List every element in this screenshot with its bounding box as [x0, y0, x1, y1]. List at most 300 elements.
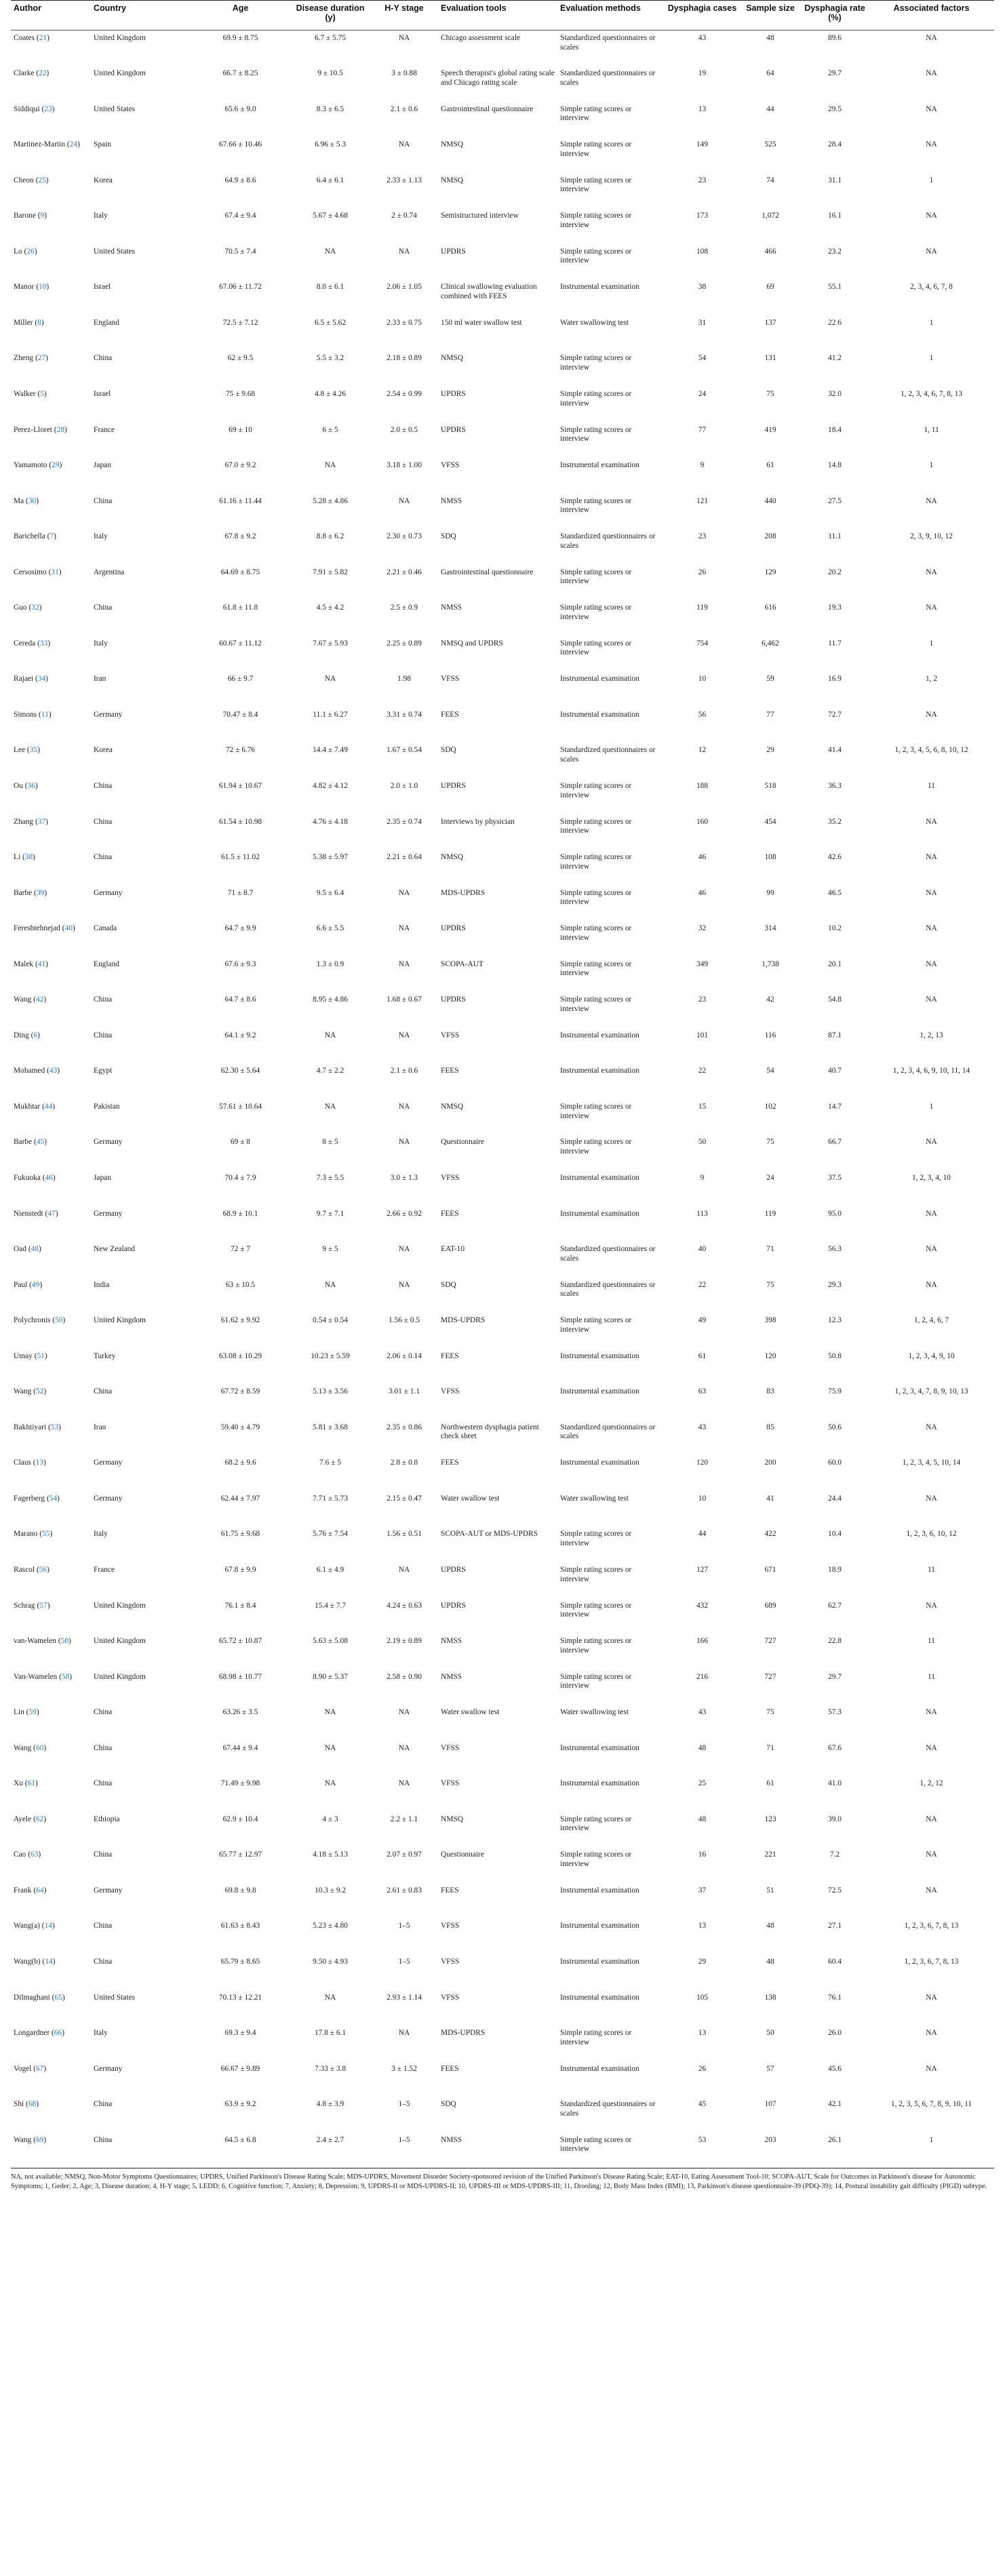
- table-row: [11, 707, 994, 743]
- reference-link[interactable]: 46: [45, 1174, 53, 1182]
- reference-link[interactable]: 47: [47, 1209, 56, 1218]
- reference-link[interactable]: 43: [49, 1067, 58, 1075]
- age-cell: 69 ± 10: [229, 425, 252, 434]
- hy-stage-cell: 3.18 ± 1.00: [387, 461, 422, 470]
- tools-cell: UPDRS: [441, 995, 466, 1004]
- author-cell: Ayele (62): [14, 1815, 46, 1823]
- country-cell: China: [94, 1958, 113, 1966]
- reference-link[interactable]: 6: [33, 1031, 38, 1039]
- rate-cell: 29.3: [828, 1280, 842, 1289]
- country-cell: Italy: [94, 212, 108, 220]
- table-row: [11, 1954, 994, 1990]
- table-row: [11, 636, 994, 672]
- age-cell: 62 ± 9.5: [227, 354, 254, 363]
- factors-cell: NA: [926, 34, 937, 42]
- cases-cell: 22: [698, 1067, 707, 1075]
- author-cell: Wang (42): [14, 995, 47, 1004]
- table-row: [11, 1491, 994, 1527]
- author-cell: Rajaei (34): [14, 675, 48, 683]
- country-cell: Korea: [94, 746, 113, 755]
- rate-cell: 31.1: [828, 176, 842, 184]
- cases-cell: 10: [698, 675, 707, 683]
- table-row: [11, 886, 994, 922]
- author-name: Barbe: [14, 1138, 33, 1147]
- author-cell: Frank (64): [14, 1886, 47, 1895]
- rate-cell: 50.6: [828, 1423, 842, 1431]
- reference-link[interactable]: 61: [27, 1779, 35, 1788]
- author-name: Guo: [14, 603, 27, 612]
- reference-link[interactable]: 58: [61, 1672, 70, 1681]
- rate-cell: 89.6: [828, 34, 842, 42]
- header-associated-factors: Associated factors: [869, 1, 994, 31]
- reference-link[interactable]: 27: [37, 354, 46, 363]
- reference-link[interactable]: 49: [31, 1280, 40, 1289]
- duration-cell: 4.8 ± 4.26: [314, 389, 347, 398]
- author-cell: Longardner (66): [14, 2029, 64, 2038]
- table-row: [11, 1633, 994, 1669]
- reference-link[interactable]: 7: [50, 532, 54, 541]
- age-cell: 66 ± 9.7: [227, 675, 254, 683]
- sample-size-cell: 48: [766, 1958, 774, 1966]
- factors-cell: NA: [926, 1209, 937, 1218]
- cases-cell: 216: [696, 1672, 709, 1681]
- factors-cell: NA: [926, 212, 937, 220]
- factors-cell: 1, 2, 3, 4, 6, 9, 10, 11, 14: [892, 1067, 970, 1075]
- reference-link[interactable]: 30: [28, 496, 37, 505]
- country-cell: New Zealand: [94, 1245, 136, 1254]
- rate-cell: 57.3: [828, 1708, 842, 1717]
- reference-link[interactable]: 67: [36, 2064, 44, 2073]
- age-cell: 66.7 ± 8.25: [222, 69, 258, 78]
- author-name: Manor: [14, 283, 35, 292]
- reference-link[interactable]: 29: [52, 461, 60, 470]
- country-cell: Italy: [94, 1530, 108, 1539]
- reference-link[interactable]: 39: [36, 888, 45, 897]
- methods-cell: Instrumental examination: [560, 1387, 639, 1396]
- author-cell: Claus (13): [14, 1459, 46, 1467]
- duration-cell: NA: [324, 1743, 336, 1752]
- reference-link[interactable]: 40: [64, 924, 73, 933]
- hy-stage-cell: 2.21 ± 0.46: [387, 568, 422, 576]
- factors-cell: 1, 2, 3, 6, 7, 8, 13: [904, 1958, 959, 1966]
- age-cell: 68.2 ± 9.6: [224, 1459, 256, 1467]
- table-row: [11, 1420, 994, 1456]
- header-age: Age: [191, 1, 290, 31]
- table-body: [11, 31, 994, 2168]
- reference-link[interactable]: 66: [54, 2029, 62, 2038]
- age-cell: 67.0 ± 9.2: [224, 461, 256, 470]
- sample-size-cell: 6,462: [762, 639, 779, 648]
- methods-cell: Instrumental examination: [560, 1886, 639, 1895]
- tools-cell: FEES: [441, 1209, 459, 1218]
- table-row: [11, 778, 994, 814]
- tools-cell: Interviews by physician: [441, 817, 515, 826]
- sample-size-cell: 203: [740, 2133, 801, 2168]
- sample-size-cell: 440: [764, 496, 776, 505]
- reference-link[interactable]: 26: [26, 247, 35, 256]
- author-cell: Wang(b) (14): [14, 1958, 56, 1966]
- author-cell: Manor (10): [14, 283, 50, 292]
- sample-size-cell: 208: [764, 532, 776, 541]
- rate-cell: 23.2: [828, 247, 842, 256]
- header-sample-size: Sample size: [740, 1, 801, 31]
- cases-cell: 23: [698, 995, 707, 1004]
- hy-stage-cell: NA: [398, 247, 410, 256]
- author-cell: Lo (26): [14, 247, 37, 256]
- rate-cell: 11.1: [828, 532, 842, 541]
- reference-link[interactable]: 68: [28, 2100, 37, 2109]
- age-cell: 70.13 ± 12.21: [218, 1993, 262, 2002]
- reference-link[interactable]: 21: [39, 34, 47, 42]
- age-cell: 67.06 ± 11.72: [219, 283, 262, 292]
- factors-cell: 1: [929, 461, 934, 470]
- duration-cell: 5.81 ± 3.68: [313, 1423, 348, 1431]
- table-row: [11, 387, 994, 422]
- cases-cell: 53: [665, 2133, 740, 2168]
- reference-link[interactable]: 35: [29, 746, 38, 755]
- reference-link[interactable]: 51: [37, 1351, 45, 1360]
- hy-stage-cell: 1–5: [398, 1922, 410, 1930]
- age-cell: 61.63 ± 8.43: [220, 1922, 260, 1930]
- reference-link[interactable]: 23: [44, 104, 52, 113]
- age-cell: 65.79 ± 8.65: [220, 1958, 260, 1966]
- methods-cell: Simple rating scores or interview: [560, 603, 632, 621]
- country-cell: Japan: [94, 461, 111, 470]
- factors-cell: 1, 2, 4, 6, 7: [913, 1316, 949, 1325]
- rate-cell: 42.1: [828, 2100, 842, 2109]
- factors-cell: 1: [929, 318, 934, 327]
- reference-link[interactable]: 41: [37, 959, 46, 968]
- table-row: [11, 850, 994, 886]
- sample-size-cell: 102: [764, 1102, 776, 1111]
- reference-link[interactable]: 44: [44, 1102, 53, 1111]
- hy-stage-cell: 2.54 ± 0.99: [387, 389, 422, 398]
- country-cell: Germany: [94, 1209, 123, 1218]
- reference-link[interactable]: 5: [40, 389, 44, 398]
- duration-cell: 9.7 ± 7.1: [316, 1209, 344, 1218]
- country-cell: Germany: [94, 888, 123, 897]
- country-cell: Argentina: [94, 568, 125, 576]
- reference-link[interactable]: 42: [35, 995, 44, 1004]
- country-cell: United Kingdom: [94, 1672, 146, 1681]
- methods-cell: Standardized questionnaires or scales: [560, 1280, 656, 1299]
- reference-link[interactable]: 38: [24, 853, 33, 862]
- factors-cell: 11: [928, 1637, 935, 1646]
- rate-cell: 10.2: [828, 924, 842, 933]
- reference-link[interactable]: 37: [37, 817, 46, 826]
- sample-size-cell: 51: [766, 1886, 774, 1895]
- duration-cell: 9.5 ± 6.4: [316, 888, 344, 897]
- tools-cell: FEES: [441, 1459, 459, 1467]
- hy-stage-cell: NA: [398, 496, 410, 505]
- cases-cell: 46: [698, 888, 707, 897]
- reference-link[interactable]: 53: [50, 1423, 59, 1431]
- factors-cell: NA: [926, 817, 937, 826]
- author-name: Barone: [14, 212, 36, 220]
- author-cell: Simons (11): [14, 710, 52, 719]
- reference-link[interactable]: 28: [56, 425, 64, 434]
- table-row: [11, 1313, 994, 1349]
- sample-size-cell: 1,072: [762, 212, 779, 220]
- methods-cell: Instrumental examination: [560, 1067, 639, 1075]
- author-cell: Miller (8): [14, 318, 44, 327]
- author-name: Perez-Lloret: [14, 425, 52, 434]
- rate-cell: 55.1: [828, 283, 842, 292]
- reference-link[interactable]: 31: [51, 568, 59, 576]
- reference-link[interactable]: 32: [31, 603, 39, 612]
- rate-cell: 29.7: [828, 1672, 842, 1681]
- cases-cell: 149: [696, 140, 709, 149]
- tools-cell: NMSQ: [441, 1815, 463, 1823]
- hy-stage-cell: 4.24 ± 0.63: [387, 1601, 422, 1610]
- factors-cell: NA: [926, 995, 937, 1004]
- table-row: [11, 2061, 994, 2097]
- cases-cell: 43: [698, 34, 707, 42]
- tools-cell: VFSS: [441, 1922, 460, 1930]
- hy-stage-cell: 2.06 ± 0.14: [387, 1351, 422, 1360]
- author-cell: Yamamoto (29): [14, 461, 62, 470]
- reference-link[interactable]: 48: [31, 1245, 39, 1254]
- rate-cell: 41.4: [828, 746, 842, 755]
- sample-size-cell: 137: [764, 318, 776, 327]
- age-cell: 68.9 ± 10.1: [222, 1209, 258, 1218]
- reference-link[interactable]: 22: [39, 69, 47, 78]
- duration-cell: 9.50 ± 4.93: [313, 1958, 348, 1966]
- author-name: Malek: [14, 959, 34, 968]
- country-cell: Italy: [94, 639, 108, 648]
- table-row: [11, 1705, 994, 1741]
- tools-cell: SCOPA-AUT or MDS-UPDRS: [441, 1530, 538, 1539]
- author-name: Oad: [14, 1245, 26, 1254]
- factors-cell: 2, 3, 4, 6, 7, 8: [910, 283, 953, 292]
- hy-stage-cell: 2.15 ± 0.47: [387, 1494, 422, 1503]
- country-cell: France: [94, 425, 115, 434]
- table-row: [11, 1847, 994, 1883]
- tools-cell: VFSS: [441, 1743, 460, 1752]
- rate-cell: 29.7: [828, 69, 842, 78]
- author-cell: Ma (30): [14, 496, 39, 505]
- cases-cell: 26: [698, 2064, 707, 2073]
- sample-size-cell: 75: [766, 389, 774, 398]
- author-cell: Umay (51): [14, 1351, 47, 1360]
- reference-link[interactable]: 59: [28, 1708, 37, 1717]
- cases-cell: 113: [696, 1209, 708, 1218]
- author-name: Simons: [14, 710, 37, 719]
- duration-cell: 7.3 ± 5.5: [316, 1174, 344, 1182]
- reference-link[interactable]: 13: [35, 1459, 43, 1467]
- rate-cell: 27.5: [828, 496, 842, 505]
- tools-cell: MDS-UPDRS: [441, 2029, 486, 2038]
- methods-cell: Instrumental examination: [560, 283, 639, 292]
- duration-cell: 6.7 ± 5.75: [314, 34, 347, 42]
- age-cell: 65.72 ± 10.87: [218, 1637, 262, 1646]
- reference-link[interactable]: 69: [35, 2135, 44, 2144]
- age-cell: 67.4 ± 9.4: [224, 212, 256, 220]
- sample-size-cell: 71: [766, 1743, 774, 1752]
- author-cell: Nienstedt (47): [14, 1209, 58, 1218]
- author-cell: Siddiqui (23): [14, 104, 55, 113]
- reference-link[interactable]: 64: [36, 1886, 44, 1895]
- duration-cell: 6 ± 5: [322, 425, 338, 434]
- methods-cell: Instrumental examination: [560, 1031, 639, 1039]
- methods-cell: Simple rating scores or interview: [560, 176, 632, 194]
- country-cell: Israel: [94, 283, 111, 292]
- factors-cell: 1, 2, 12: [920, 1779, 943, 1788]
- sample-size-cell: 42: [766, 995, 774, 1004]
- country-cell: China: [94, 817, 113, 826]
- tools-cell: FEES: [441, 1351, 459, 1360]
- sample-size-cell: 75: [766, 1138, 774, 1147]
- table-row: [11, 1990, 994, 2026]
- duration-cell: 4.7 ± 2.2: [316, 1067, 344, 1075]
- reference-link[interactable]: 56: [39, 1566, 47, 1574]
- age-cell: 61.5 ± 11.02: [220, 853, 260, 862]
- factors-cell: NA: [926, 140, 937, 149]
- sample-size-cell: 422: [764, 1530, 776, 1539]
- cases-cell: 166: [696, 1637, 709, 1646]
- reference-link[interactable]: 60: [35, 1743, 44, 1752]
- country-cell: United States: [94, 104, 136, 113]
- reference-link[interactable]: 34: [37, 675, 46, 683]
- country-cell: France: [94, 1566, 115, 1574]
- header-hy-stage: H-Y stage: [370, 1, 438, 31]
- age-cell: 64.5 ± 6.8: [191, 2133, 290, 2168]
- reference-link[interactable]: 65: [54, 1993, 62, 2002]
- table-row: [11, 957, 994, 993]
- duration-cell: 8.95 ± 4.86: [313, 995, 348, 1004]
- country-cell: United Kingdom: [94, 69, 146, 78]
- table-row: [11, 1526, 994, 1562]
- hy-stage-cell: 2.25 ± 0.89: [387, 639, 422, 648]
- reference-link[interactable]: 33: [39, 639, 48, 648]
- country-cell: United Kingdom: [94, 1601, 146, 1610]
- rate-cell: 35.2: [828, 817, 842, 826]
- age-cell: 64.1 ± 9.2: [224, 1031, 256, 1039]
- age-cell: 71 ± 8.7: [227, 888, 254, 897]
- rate-cell: 72.5: [828, 1886, 842, 1895]
- cases-cell: 31: [698, 318, 707, 327]
- reference-link[interactable]: 57: [39, 1601, 47, 1610]
- country-cell: Spain: [94, 140, 111, 149]
- table-row: [11, 1741, 994, 1777]
- author-cell: Mukhtar (44): [14, 1102, 56, 1111]
- reference-link[interactable]: 14: [44, 1922, 52, 1930]
- factors-cell: 1, 11: [924, 425, 939, 434]
- hy-stage-cell: 2.8 ± 0.8: [390, 1459, 418, 1467]
- age-cell: 65.77 ± 12.97: [218, 1850, 262, 1859]
- table-row: [11, 1918, 994, 1954]
- rate-cell: 24.4: [828, 1494, 842, 1503]
- tools-cell: FEES: [441, 1886, 459, 1895]
- age-cell: 62.9 ± 10.4: [222, 1815, 258, 1823]
- reference-link[interactable]: 11: [41, 710, 49, 719]
- cases-cell: 77: [698, 425, 707, 434]
- author-name: Polychronis: [14, 1316, 51, 1325]
- reference-link[interactable]: 62: [35, 1815, 44, 1823]
- methods-cell: Instrumental examination: [560, 1351, 639, 1360]
- reference-link[interactable]: 50: [55, 1316, 63, 1325]
- methods-cell: Instrumental examination: [560, 461, 639, 470]
- age-cell: 64.7 ± 9.9: [224, 924, 256, 933]
- author-cell: Wang(a) (14): [14, 1922, 55, 1930]
- duration-cell: NA: [324, 461, 336, 470]
- hy-stage-cell: 2.1 ± 0.6: [390, 104, 418, 113]
- age-cell: 63.26 ± 3.5: [222, 1708, 258, 1717]
- duration-cell: 17.8 ± 6.1: [314, 2029, 347, 2038]
- sample-size-cell: 74: [766, 176, 774, 184]
- tools-cell: VFSS: [441, 1031, 460, 1039]
- country-cell: Iran: [94, 675, 106, 683]
- author-name: Barbe: [14, 888, 33, 897]
- age-cell: 63.9 ± 9.2: [224, 2100, 256, 2109]
- sample-size-cell: 50: [766, 2029, 774, 2038]
- rate-cell: 20.2: [828, 568, 842, 576]
- hy-stage-cell: NA: [398, 1102, 410, 1111]
- age-cell: 66.67 ± 9.89: [220, 2064, 260, 2073]
- reference-link[interactable]: 45: [36, 1138, 45, 1147]
- reference-link[interactable]: 58: [60, 1637, 69, 1646]
- reference-link[interactable]: 54: [49, 1494, 58, 1503]
- reference-link[interactable]: 9: [40, 212, 45, 220]
- reference-link[interactable]: 52: [35, 1387, 44, 1396]
- methods-cell: Simple rating scores or interview: [560, 1566, 632, 1583]
- duration-cell: 5.13 ± 3.56: [313, 1387, 348, 1396]
- factors-cell: NA: [926, 1993, 937, 2002]
- methods-cell: Simple rating scores or interview: [560, 568, 632, 586]
- author-name: Zheng: [14, 354, 34, 363]
- author-cell: Ding (6): [14, 1031, 40, 1039]
- country-cell: China: [94, 1031, 113, 1039]
- reference-link[interactable]: 8: [37, 318, 41, 327]
- country-cell: India: [94, 1280, 110, 1289]
- cases-cell: 40: [698, 1245, 707, 1254]
- reference-link[interactable]: 10: [39, 283, 47, 292]
- reference-link[interactable]: 25: [38, 176, 46, 184]
- reference-link[interactable]: 63: [31, 1850, 39, 1859]
- cases-cell: 63: [698, 1387, 707, 1396]
- hy-stage-cell: 2.19 ± 0.89: [387, 1637, 422, 1646]
- hy-stage-cell: 2.30 ± 0.73: [387, 532, 422, 541]
- country-cell: Canada: [94, 924, 117, 933]
- factors-cell: 11: [928, 1672, 935, 1681]
- hy-stage-cell: 2.35 ± 0.74: [387, 817, 422, 826]
- hy-stage-cell: 3 ± 0.88: [391, 69, 417, 78]
- rate-cell: 62.7: [828, 1601, 842, 1610]
- hy-stage-cell: NA: [398, 1245, 410, 1254]
- header-dysphagia-rate: Dysphagia rate (%): [801, 1, 869, 31]
- author-cell: Malek (41): [14, 959, 48, 968]
- reference-link[interactable]: 24: [69, 140, 77, 149]
- tools-cell: NMSQ: [441, 140, 463, 149]
- reference-link[interactable]: 55: [42, 1530, 50, 1539]
- cases-cell: 12: [698, 746, 707, 755]
- table-row: [11, 1277, 994, 1313]
- reference-link[interactable]: 14: [45, 1958, 53, 1966]
- hy-stage-cell: NA: [398, 1743, 410, 1752]
- age-cell: 62.44 ± 7.97: [220, 1494, 260, 1503]
- tools-cell: NMSS: [441, 496, 462, 505]
- hy-stage-cell: 3.01 ± 1.1: [388, 1387, 420, 1396]
- author-name: Wang: [14, 1387, 32, 1396]
- tools-cell: MDS-UPDRS: [441, 1316, 486, 1325]
- sample-size-cell: 200: [764, 1459, 776, 1467]
- reference-link[interactable]: 36: [27, 781, 35, 790]
- cases-cell: 43: [698, 1708, 707, 1717]
- cases-cell: 16: [698, 1850, 707, 1859]
- hy-stage-cell: 1–5: [398, 1958, 410, 1966]
- tools-cell: SDQ: [441, 2100, 456, 2109]
- tools-cell: Gastrointestinal questionnaire: [441, 568, 534, 576]
